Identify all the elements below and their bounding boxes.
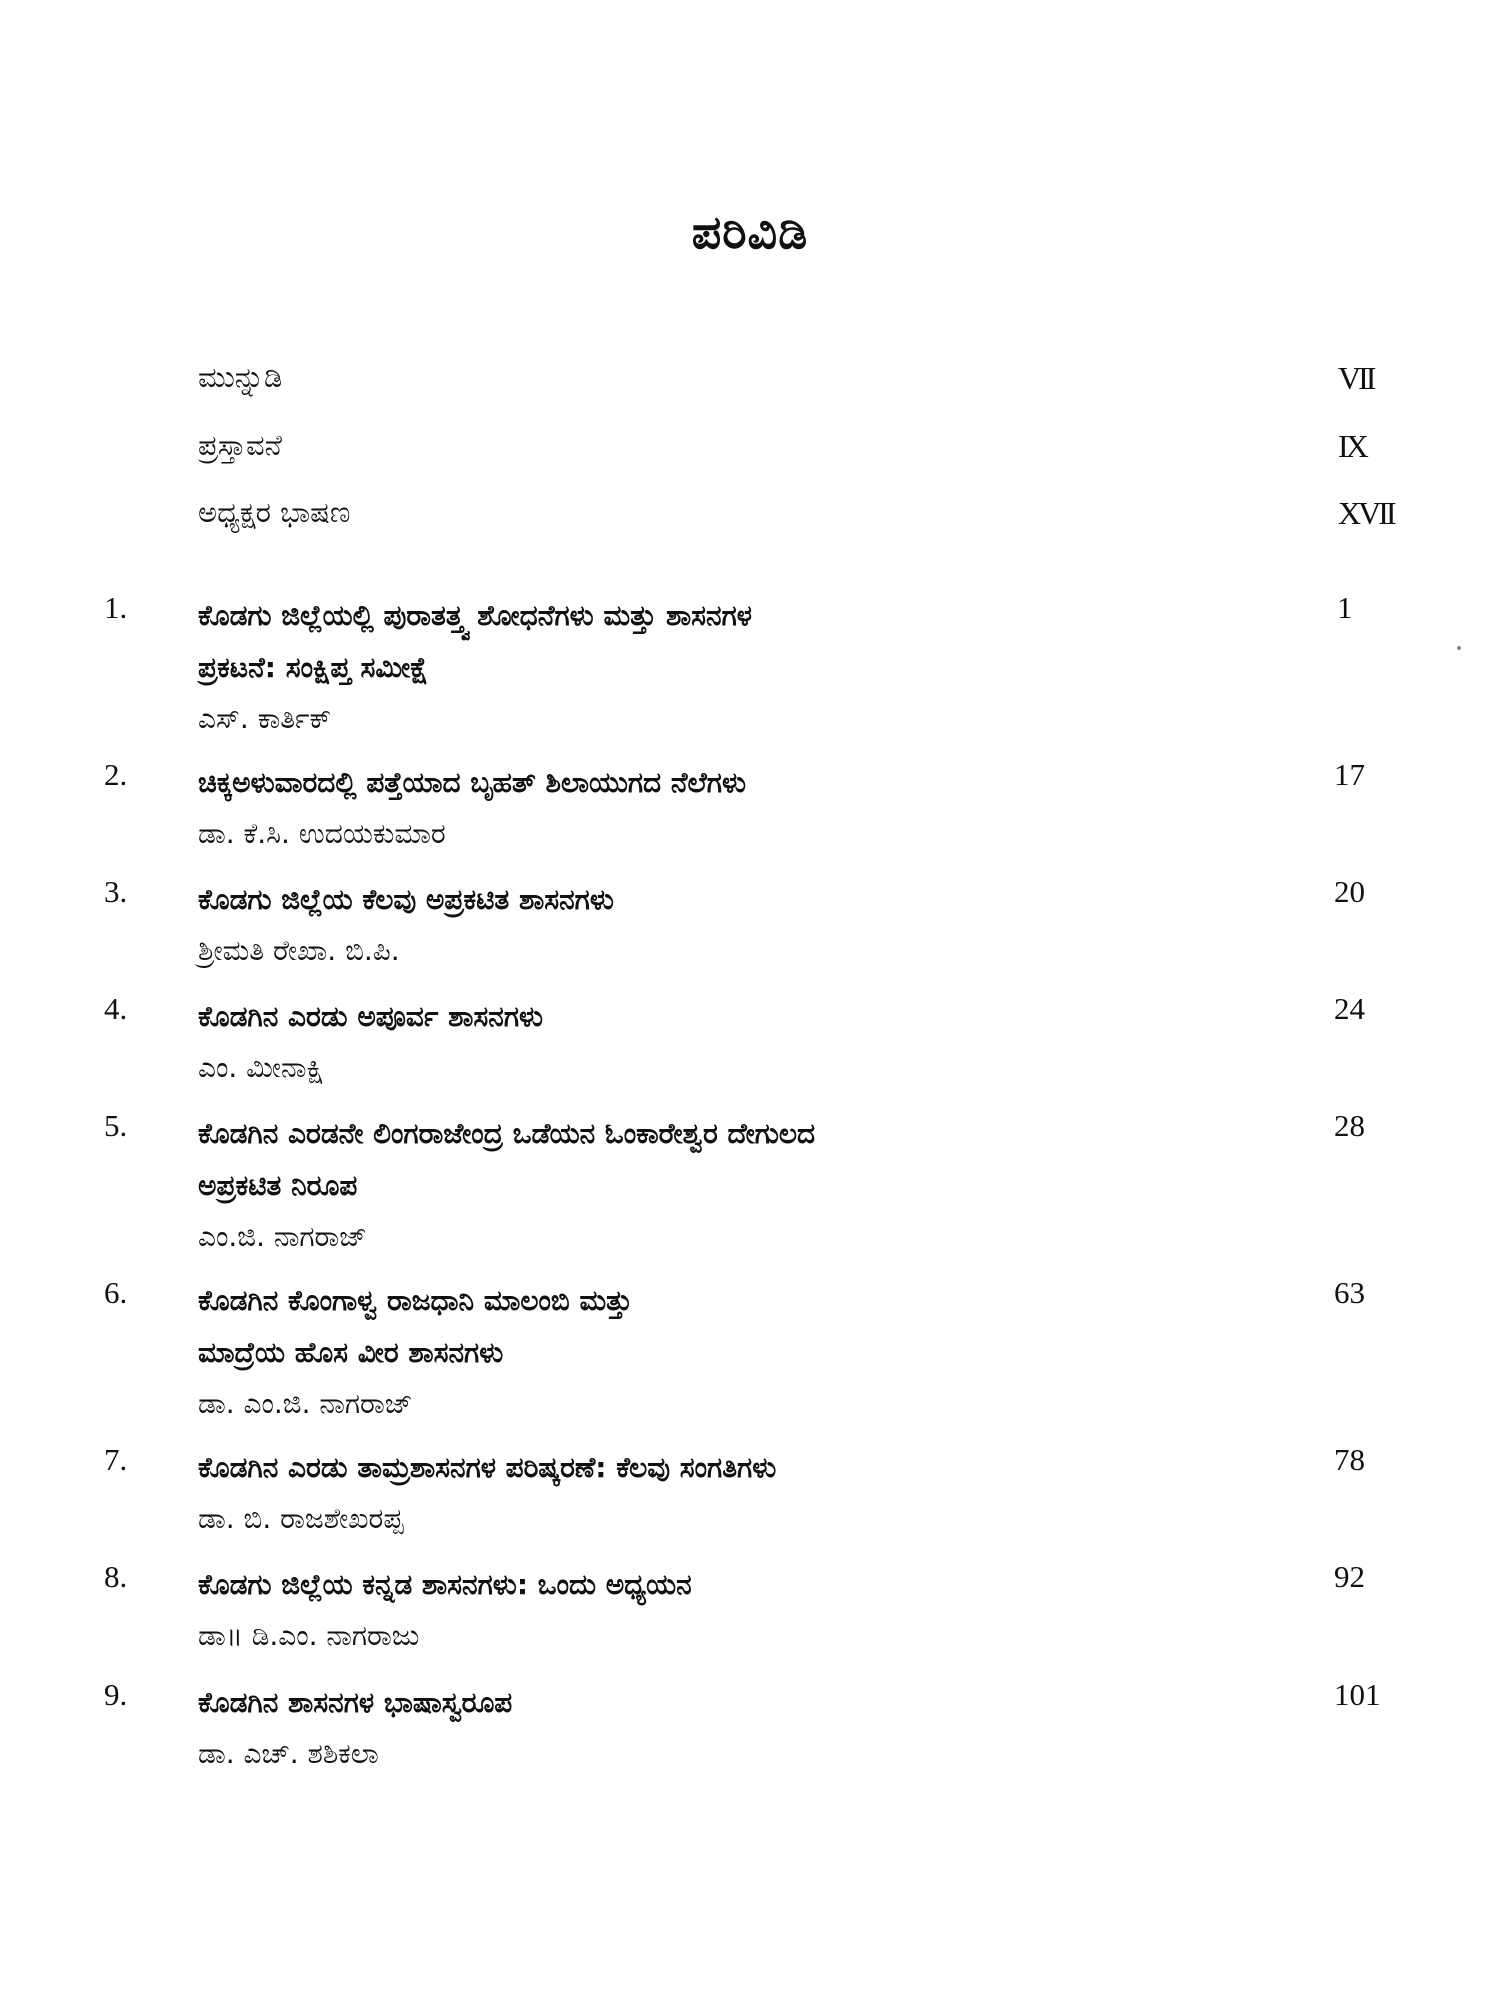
entry-number: 1.: [104, 590, 128, 625]
entry-page: 20: [1334, 874, 1365, 909]
entry-body: [198, 874, 1198, 976]
entry-number: 6.: [104, 1275, 128, 1310]
entry-body: [198, 991, 1198, 1093]
entry-author: ಡಾ. ಎಂ.ಜಿ. ನಾಗರಾಜ್: [198, 1387, 413, 1420]
entry-page: 1: [1337, 590, 1353, 625]
entry-title-line: ಕೊಡಗು ಜಿಲ್ಲೆಯಲ್ಲಿ ಪುರಾತತ್ತ್ವ ಶೋಧನೆಗಳು ಮತ್ತು ಶಾಸನಗಳ: [198, 599, 752, 632]
entry-number: 8.: [104, 1559, 128, 1594]
entry-title-line: ಕೊಡಗಿನ ಎರಡು ಅಪೂರ್ವ ಶಾಸನಗಳು: [198, 1000, 544, 1033]
entry-body: [198, 1275, 1198, 1429]
entry-title-line: ಚಿಕ್ಕಅಳುವಾರದಲ್ಲಿ ಪತ್ತೆಯಾದ ಬೃಹತ್ ಶಿಲಾಯುಗದ ನೆಲೆಗಳು: [198, 766, 747, 799]
scan-speck: [1457, 646, 1461, 650]
entry-title-line: ಮಾದ್ರೆಯ ಹೊಸ ವೀರ ಶಾಸನಗಳು: [198, 1336, 504, 1369]
entry-body: [198, 1108, 1198, 1262]
entry-body: [198, 1677, 1198, 1779]
entry-number: 7.: [104, 1442, 128, 1477]
entry-page: 101: [1334, 1677, 1381, 1712]
entry-title-line: ಅಪ್ರಕಟಿತ ನಿರೂಪ: [198, 1169, 358, 1202]
entry-page: 63: [1334, 1275, 1365, 1310]
entry-number: 5.: [104, 1108, 128, 1143]
entry-author: ಎಂ.ಜಿ. ನಾಗರಾಜ್: [198, 1220, 368, 1253]
entry-author: ಎಂ. ಮೀನಾಕ್ಷಿ: [198, 1051, 324, 1084]
front-matter-label: ಅಧ್ಯಕ್ಷರ ಭಾಷಣ: [198, 495, 351, 529]
entry-title-line: ಕೊಡಗಿನ ಕೊಂಗಾಳ್ವ ರಾಜಧಾನಿ ಮಾಲಂಬಿ ಮತ್ತು: [198, 1284, 633, 1317]
entry-page: 24: [1334, 991, 1365, 1026]
entry-page: 28: [1334, 1108, 1365, 1143]
entry-author: ಶ್ರೀಮತಿ ರೇಖಾ. ಬಿ.ಪಿ.: [198, 934, 400, 967]
entry-number: 4.: [104, 991, 128, 1026]
front-matter-page: VII: [1338, 360, 1374, 396]
entry-title-line: ಕೊಡಗಿನ ಎರಡನೇ ಲಿಂಗರಾಜೇಂದ್ರ ಒಡೆಯನ ಓಂಕಾರೇಶ್ವರ ದೇಗುಲದ: [198, 1117, 816, 1150]
entry-title-line: ಪ್ರಕಟನೆ: ಸಂಕ್ಷಿಪ್ತ ಸಮೀಕ್ಷೆ: [198, 651, 429, 684]
front-matter-page: XVII: [1338, 495, 1394, 531]
entry-page: 92: [1334, 1559, 1365, 1594]
page-title: ಪರಿವಿಡಿ: [691, 205, 809, 259]
entry-author: ಎಸ್. ಕಾರ್ತಿಕ್: [198, 702, 332, 735]
entry-title-line: ಕೊಡಗಿನ ಎರಡು ತಾಮ್ರಶಾಸನಗಳ ಪರಿಷ್ಕರಣೆ: ಕೆಲವು ಸಂಗತಿಗಳು: [198, 1451, 777, 1484]
entry-author: ಡಾ. ಬಿ. ರಾಜಶೇಖರಪ್ಪ: [198, 1502, 404, 1535]
entry-title-line: ಕೊಡಗು ಜಿಲ್ಲೆಯ ಕೆಲವು ಅಪ್ರಕಟಿತ ಶಾಸನಗಳು: [198, 883, 614, 916]
entry-title-line: ಕೊಡಗಿನ ಶಾಸನಗಳ ಭಾಷಾಸ್ವರೂಪ: [198, 1686, 513, 1719]
entry-body: [198, 757, 1198, 859]
entry-author: ಡಾ. ಕೆ.ಸಿ. ಉದಯಕುಮಾರ: [198, 817, 446, 850]
entry-page: 78: [1334, 1442, 1365, 1477]
entry-number: 2.: [104, 757, 128, 792]
front-matter-page: IX: [1338, 428, 1366, 464]
entry-page: 17: [1334, 757, 1365, 792]
entry-number: 3.: [104, 874, 128, 909]
entry-author: ಡಾ. ಎಚ್. ಶಶಿಕಲಾ: [198, 1737, 379, 1770]
front-matter-label: ಪ್ರಸ್ತಾವನೆ: [198, 428, 282, 462]
front-matter-label: ಮುನ್ನುಡಿ: [198, 360, 283, 394]
entry-number: 9.: [104, 1677, 128, 1712]
entry-body: [198, 1559, 1198, 1661]
entry-title-line: ಕೊಡಗು ಜಿಲ್ಲೆಯ ಕನ್ನಡ ಶಾಸನಗಳು: ಒಂದು ಅಧ್ಯಯನ: [198, 1568, 692, 1601]
entry-body: [198, 590, 1198, 744]
entry-body: [198, 1442, 1198, 1544]
entry-author: ಡಾ॥ ಡಿ.ಎಂ. ನಾಗರಾಜು: [198, 1619, 420, 1652]
